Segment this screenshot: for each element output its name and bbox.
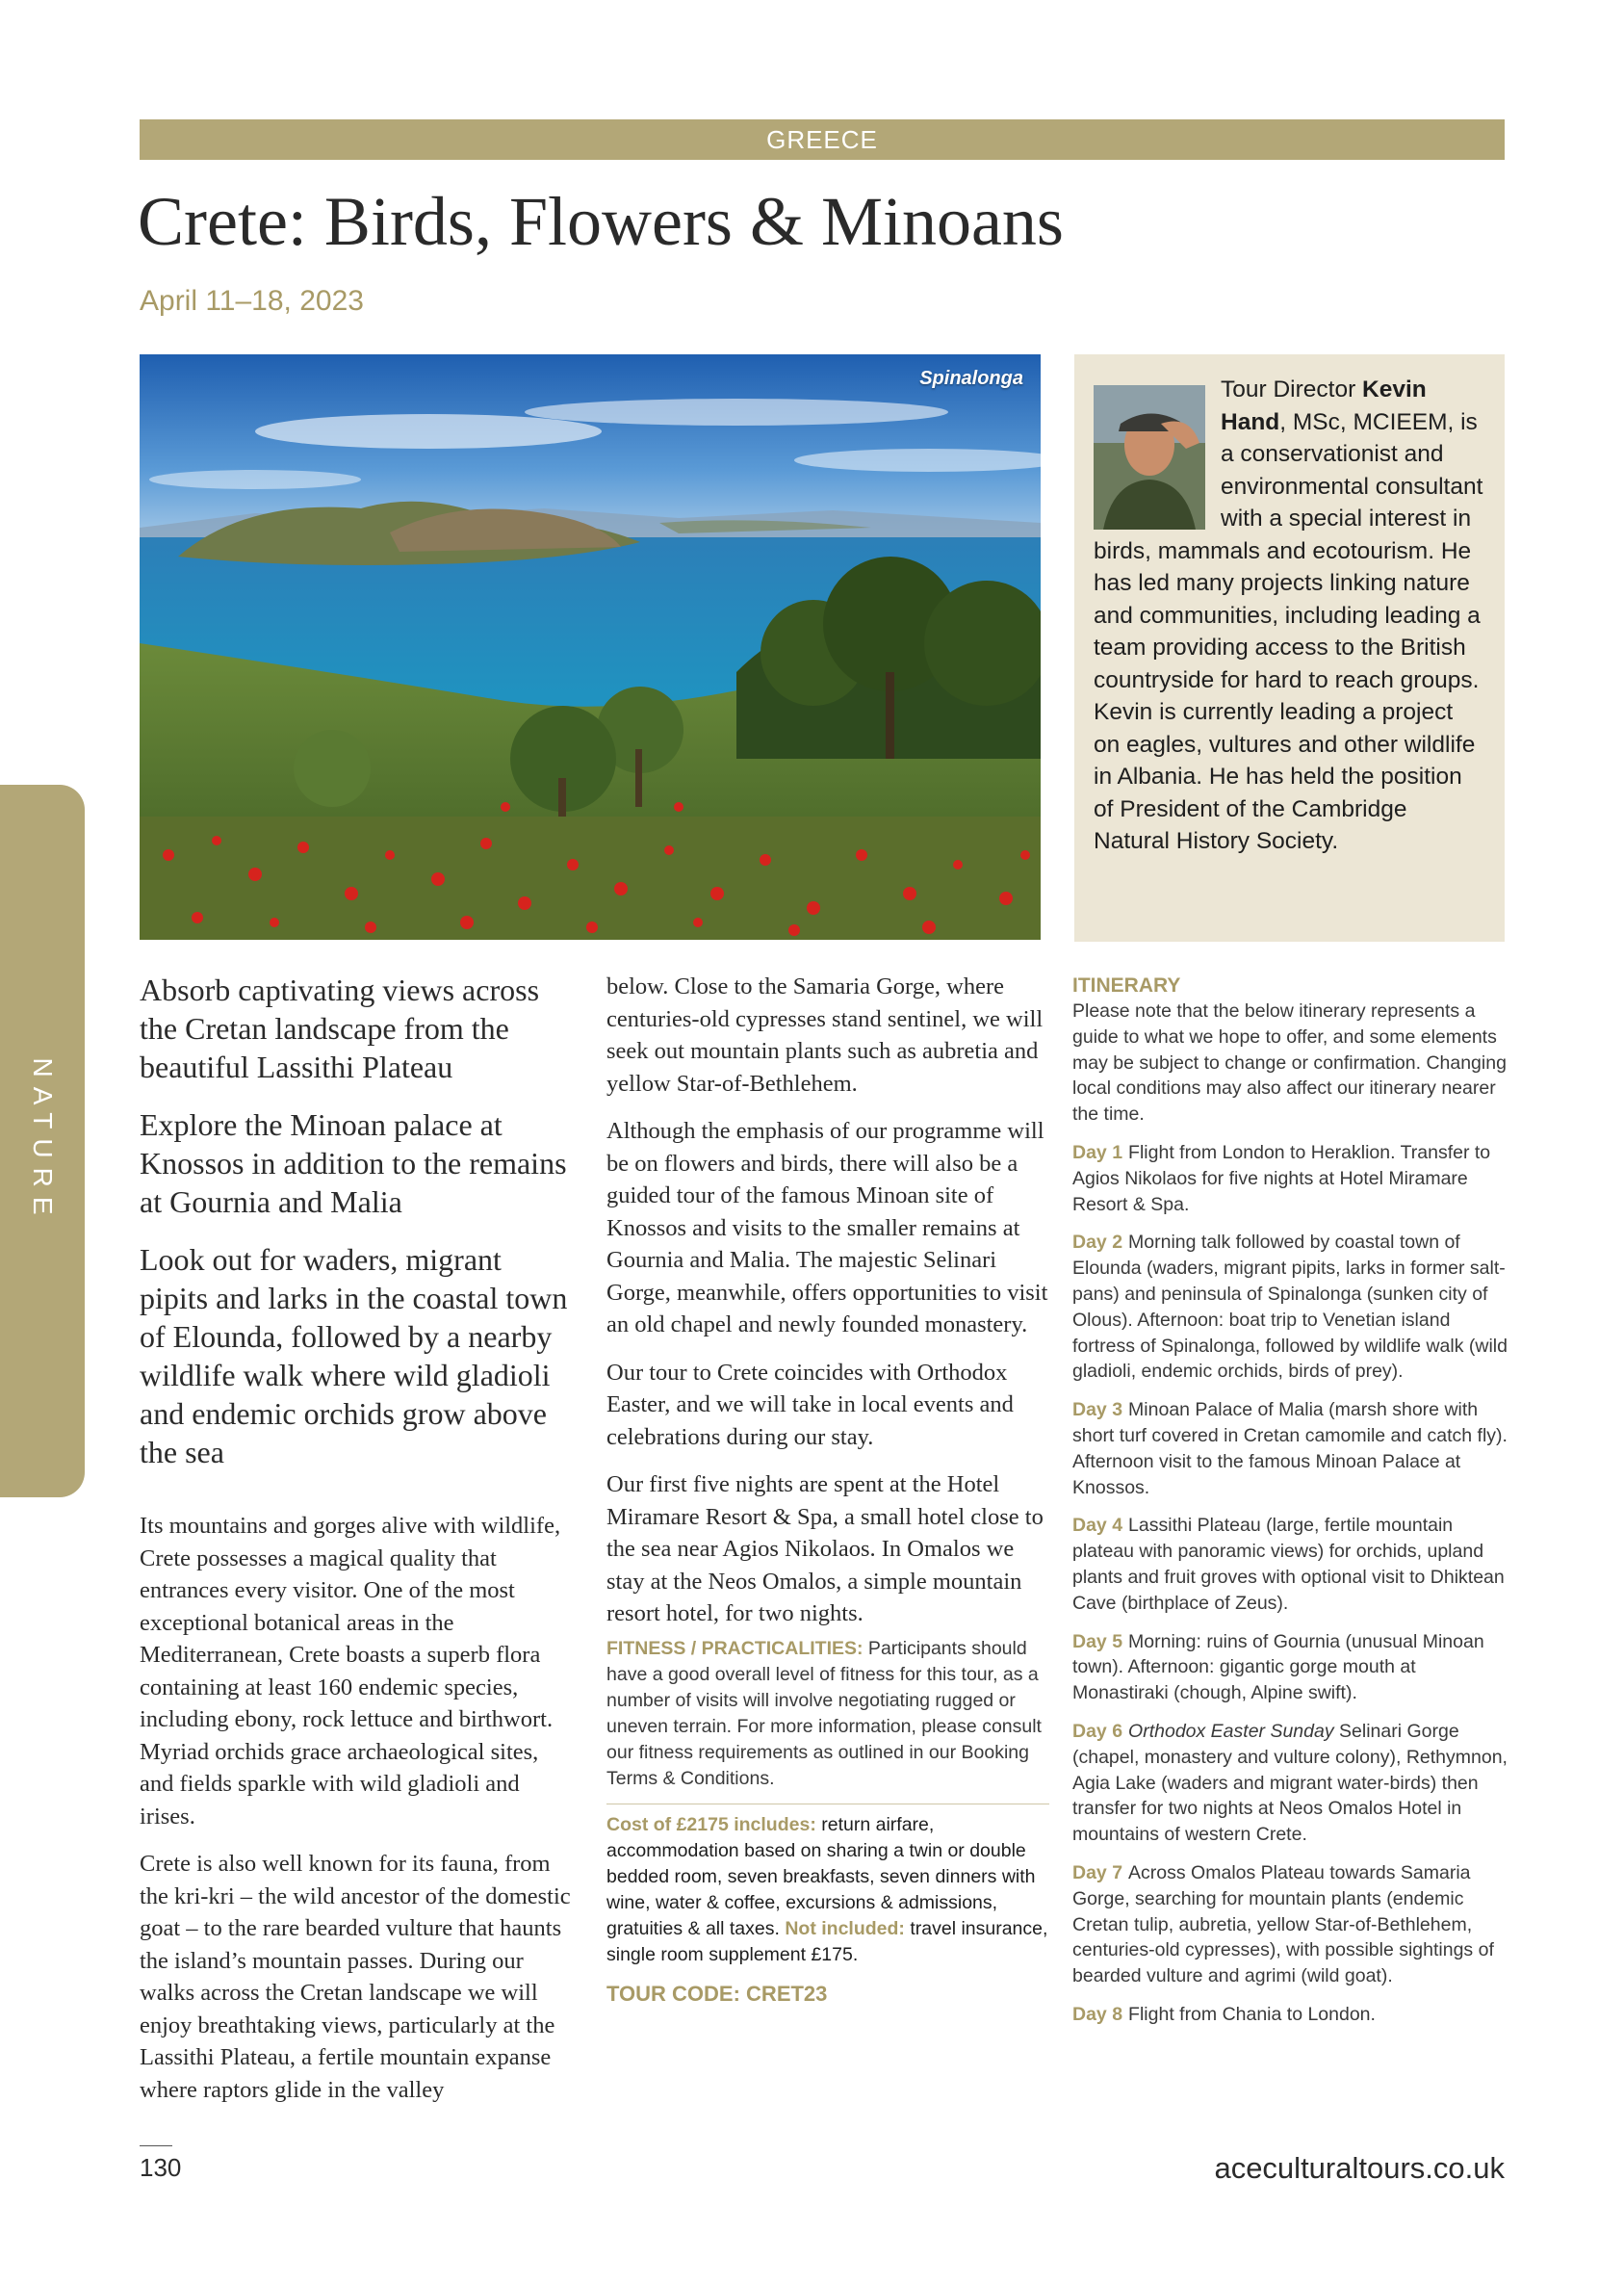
tour-director-box — [1074, 354, 1505, 942]
section-tab-label: NATURE — [28, 1057, 58, 1225]
fitness-note — [606, 1636, 1049, 1792]
itinerary-day — [1072, 1719, 1508, 1848]
day-label: Day 3 — [1072, 1399, 1123, 1421]
day-label: Day 1 — [1072, 1141, 1123, 1163]
day-text: Morning: ruins of Gournia (unusual Minoan town). Afternoon: gigantic gorge mouth at Monastiraki (chough, Alpine swift). — [1072, 1630, 1484, 1704]
fitness-label: FITNESS / PRACTICALITIES: — [606, 1637, 864, 1659]
day-text: Flight from Chania to London. — [1128, 2003, 1376, 2025]
day-text: Selinari Gorge (chapel, monastery and vulture colony), Rethymnon, Agia Lake (waders and migrant water-birds) then transfer for two nights at Neos Omalos Hotel in mountains of western Crete. — [1072, 1720, 1508, 1846]
day-note: Orthodox Easter Sunday — [1128, 1720, 1334, 1742]
itinerary-heading: ITINERARY — [1072, 974, 1181, 997]
itinerary — [1072, 973, 1508, 2040]
not-included-text: travel insurance, single room supplement £175. — [606, 1917, 1048, 1965]
day-text: Flight from London to Heraklion. Transfer to Agios Nikolaos for five nights at Hotel Miramare Resort & Spa. — [1072, 1141, 1491, 1215]
itinerary-day — [1072, 1140, 1508, 1217]
director-portrait — [1094, 385, 1205, 530]
day-label: Day 8 — [1072, 2003, 1123, 2025]
highlight-item: Explore the Minoan palace at Knossos in addition to the remains at Gournia and Malia — [140, 1107, 567, 1219]
itinerary-intro: Please note that the below itinerary represents a guide to what we hope to offer, and some elements may be subject to change or confirmation. Changing local conditions may also affect our itinerary nearer the time. — [1072, 1000, 1507, 1126]
director-intro: Tour Director — [1221, 376, 1363, 402]
itinerary-day — [1072, 1397, 1508, 1500]
body-paragraph: Our tour to Crete coincides with Orthodox Easter, and we will take in local events and celebrations during our stay. — [606, 1359, 1014, 1450]
landscape-illustration — [140, 354, 1041, 940]
column-left — [140, 971, 578, 2121]
page-title: Crete: Birds, Flowers & Minoans — [138, 183, 1064, 260]
itinerary-day — [1072, 1230, 1508, 1385]
itinerary-day — [1072, 1860, 1508, 1989]
photo-caption: Spinalonga — [919, 368, 1023, 389]
itinerary-day — [1072, 1513, 1508, 1616]
day-label: Day 2 — [1072, 1232, 1123, 1254]
itinerary-day — [1072, 2002, 1508, 2028]
page-number: 130 — [140, 2153, 182, 2182]
day-text: Morning talk followed by coastal town of Elounda (waders, migrant pipits, larks in former salt-pans) and peninsula of Spinalonga (sunken city of Olous). Afternoon: boat trip to Venetian island fortress of Spinalonga, followed by wildlife walk (wild gladioli, endemic orchids, birds of prey). — [1072, 1232, 1508, 1383]
day-label: Day 5 — [1072, 1630, 1123, 1652]
website-link[interactable]: aceculturaltours.co.uk — [1214, 2151, 1505, 2185]
body-paragraph: below. Close to the Samaria Gorge, where centuries-old cypresses stand sentinel, we will seek out mountain plants such as aubretia and yellow Star-of-Bethlehem. — [606, 973, 1044, 1097]
tour-code: TOUR CODE: CRET23 — [606, 1981, 828, 2006]
spinalonga-photo — [140, 354, 1041, 940]
body-paragraph: Its mountains and gorges alive with wildlife, Crete possesses a magical quality that entrances every visitor. One of the most exceptional botanical areas in the Mediterranean, Crete boasts a superb flora containing at least 160 endemic species, including ebony, rock lettuce and birthwort. Myriad orchids grace archaeological sites, and fields sparkle with wild gladioli and irises. — [140, 1513, 561, 1830]
fitness-text: Participants should have a good overall level of fitness for this tour, as a number of visits will involve negotiating rugged or uneven terrain. For more information, please consult our fitness requirements as outlined in our Booking Terms & Conditions. — [606, 1637, 1042, 1789]
day-text: Lassithi Plateau (large, fertile mountain plateau with panoramic views) for orchids, upland plants and fruit groves with optional visit to Dhiktean Cave (birthplace of Zeus). — [1072, 1515, 1505, 1614]
not-included-label: Not included: — [785, 1917, 905, 1939]
body-paragraph: Our first five nights are spent at the Hotel Miramare Resort & Spa, a small hotel close to the sea near Agios Nikolaos. In Omalos we stay at the Neos Omalos, a simple mountain resort hotel, for two nights. — [606, 1471, 1044, 1626]
day-text: Minoan Palace of Malia (marsh shore with short turf covered in Cretan camomile and catch fly). Afternoon visit to the famous Minoan Palace at Knossos. — [1072, 1399, 1508, 1498]
country-banner: GREECE — [140, 119, 1505, 160]
director-name: Kevin Hand — [1221, 376, 1427, 435]
tour-dates: April 11–18, 2023 — [140, 285, 364, 317]
column-middle — [606, 971, 1049, 2007]
itinerary-day — [1072, 1629, 1508, 1706]
highlight-item: Absorb captivating views across the Cretan landscape from the beautiful Lassithi Plateau — [140, 973, 540, 1084]
day-label: Day 6 — [1072, 1720, 1123, 1742]
page-number-rule — [140, 2145, 172, 2146]
body-paragraph: Crete is also well known for its fauna, from the kri-kri – the wild ancestor of the domestic goat – to the rare bearded vulture that haunts the island’s mountain passes. During our walks across the Cretan landscape we will enjoy breathtaking views, particularly at the Lassithi Plateau, a fertile mountain expanse where raptors glide in the valley — [140, 1851, 571, 2103]
day-label: Day 4 — [1072, 1515, 1123, 1537]
cost-text: return airfare, accommodation based on sharing a twin or double bedded room, seven breakfasts, seven dinners with wine, water & coffee, excursions & admissions, gratuities & all taxes. — [606, 1813, 1036, 1939]
highlight-item: Look out for waders, migrant pipits and larks in the coastal town of Elounda, followed by a nearby wildlife walk where wild gladioli and endemic orchids grow above the sea — [140, 1242, 568, 1469]
day-text: Across Omalos Plateau towards Samaria Gorge, searching for mountain plants (endemic Cretan tulip, aubretia, yellow Star-of-Bethlehem, centuries-old cypresses), with possible sightings of bearded vulture and agrimi (wild goat). — [1072, 1861, 1494, 1987]
director-bio: , MSc, MCIEEM, is a conservationist and environmental consultant with a special interest in birds, mammals and ecotourism. He has led many projects linking nature and communities, including leading a team providing access to the British countryside for hard to reach groups. Kevin is currently leading a project on eagles, vultures and other wildlife in Albania. He has held the position of President of the Cambridge Natural History Society. — [1094, 408, 1483, 854]
cost-label: Cost of £2175 includes: — [606, 1813, 816, 1835]
day-label: Day 7 — [1072, 1861, 1123, 1883]
body-paragraph: Although the emphasis of our programme will be on flowers and birds, there will also be a guided tour of the famous Minoan site of Knossos and visits to the smaller remains at Gournia and Malia. The majestic Selinari Gorge, meanwhile, offers opportunities to visit an old chapel and newly founded monastery. — [606, 1118, 1048, 1337]
cost-info — [606, 1804, 1049, 1968]
